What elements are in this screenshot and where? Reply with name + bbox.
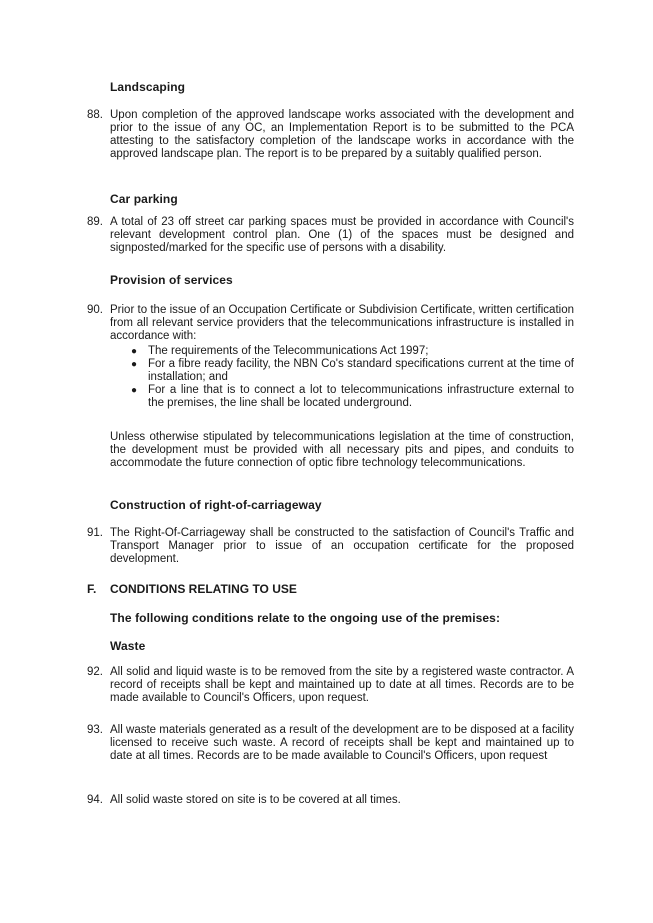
- section-letter: F.: [87, 582, 97, 596]
- heading-provision-of-services: Provision of services: [110, 273, 233, 287]
- condition-94-number: 94.: [87, 794, 103, 806]
- section-intro: The following conditions relate to the ongoing use of the premises:: [110, 611, 501, 625]
- condition-93-text: All waste materials generated as a result of the development are to be disposed at a facility licensed to receive such waste. A record of receipts shall be kept and maintained up to date at all times. Records are to be made available to Council's Officers, upon request: [110, 724, 574, 763]
- condition-94-text: All solid waste stored on site is to be covered at all times.: [110, 794, 401, 806]
- heading-construction-of-right-of-carriageway: Construction of right-of-carriageway: [110, 498, 322, 512]
- bullet-icon: ●: [131, 385, 138, 397]
- heading-landscaping: Landscaping: [110, 80, 186, 94]
- list-item: [128, 345, 574, 358]
- bullet-text: The requirements of the Telecommunications Act 1997;: [148, 345, 429, 357]
- condition-89-number: 89.: [87, 216, 103, 228]
- bullet-text: For a line that is to connect a lot to telecommunications infrastructure external to the premises, the line shall be located underground.: [148, 384, 574, 410]
- condition-91-text: The Right-Of-Carriageway shall be constructed to the satisfaction of Council's Traffic and Transport Manager prior to issue of an occupation certificate for the proposed development.: [110, 527, 574, 566]
- condition-90-paragraph-2: Unless otherwise stipulated by telecommunications legislation at the time of construction, the development must be provided with all necessary pits and pipes, and conduits to accommodate the future connection of optic fibre technology telecommunications.: [110, 431, 574, 470]
- heading-car-parking: Car parking: [110, 192, 178, 206]
- condition-90-text: Prior to the issue of an Occupation Certificate or Subdivision Certificate, written certification from all relevant service providers that the telecommunications infrastructure is installed in accordance with:: [110, 304, 574, 343]
- condition-92-text: All solid and liquid waste is to be removed from the site by a registered waste contractor. A record of receipts shall be kept and maintained up to date at all times. Records are to be made available to Council's Officers, upon request.: [110, 666, 574, 705]
- list-item: [128, 358, 574, 384]
- section-title: CONDITIONS RELATING TO USE: [110, 582, 297, 596]
- condition-93-number: 93.: [87, 724, 103, 736]
- condition-88-text: Upon completion of the approved landscape works associated with the development and prior to the issue of any OC, an Implementation Report is to be submitted to the PCA attesting to the satisfactory completion of the landscape works in accordance with the approved landscape plan. The report is to be prepared by a suitably qualified person.: [110, 109, 574, 161]
- condition-92-number: 92.: [87, 666, 103, 678]
- condition-89-text: A total of 23 off street car parking spaces must be provided in accordance with Council's relevant development control plan. One (1) of the spaces must be designed and signposted/marked for the specific use of persons with a disability.: [110, 216, 574, 255]
- bullet-icon: ●: [131, 346, 138, 357]
- condition-88-number: 88.: [87, 109, 103, 121]
- bullet-icon: ●: [131, 359, 138, 371]
- condition-91-number: 91.: [87, 527, 103, 539]
- list-item: [128, 384, 574, 410]
- bullet-text: For a fibre ready facility, the NBN Co's standard specifications current at the time of installation; and: [148, 358, 574, 384]
- heading-waste: Waste: [110, 639, 146, 653]
- condition-90-number: 90.: [87, 304, 103, 316]
- condition-90-bullet-list: [128, 345, 574, 410]
